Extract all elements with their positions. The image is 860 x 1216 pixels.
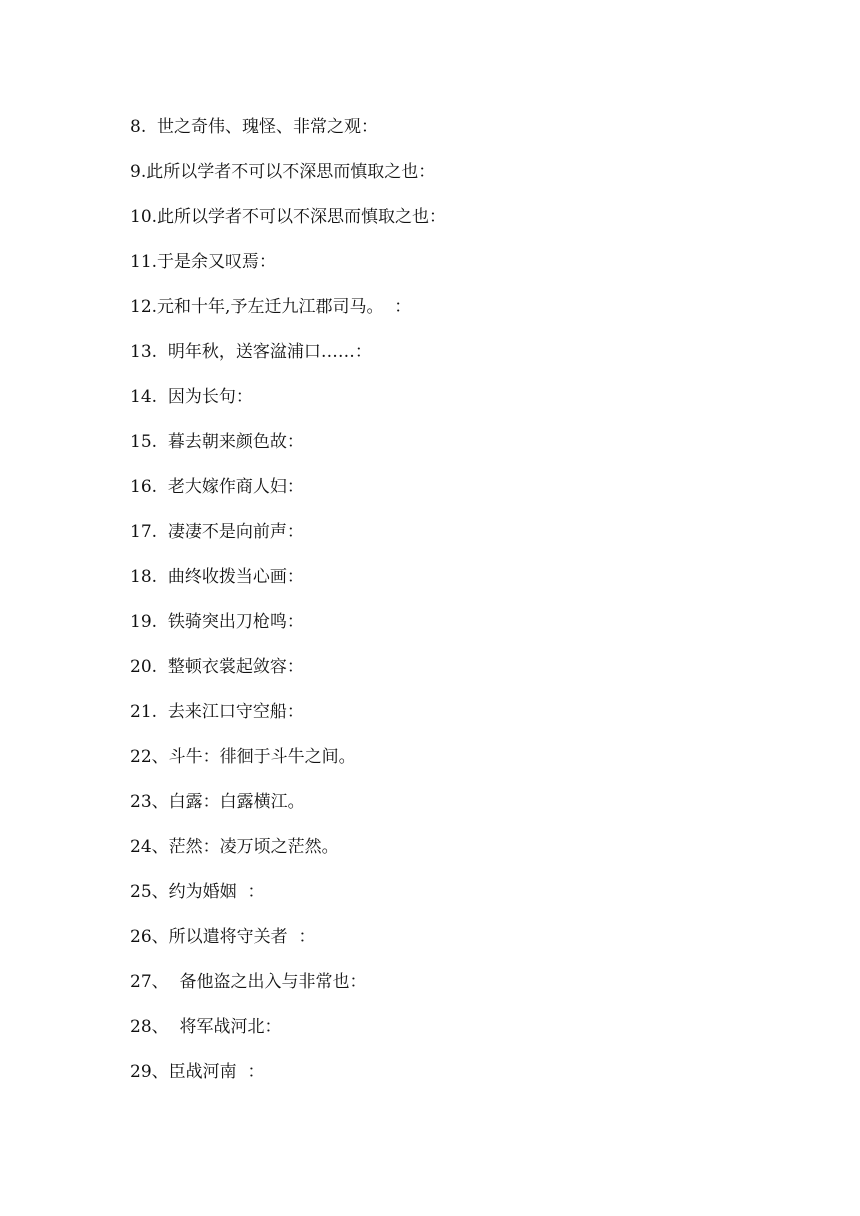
text-line: 8. 世之奇伟、瑰怪、非常之观： — [130, 117, 379, 137]
text-line: 23、白露：白露横江。 — [130, 792, 305, 812]
text-line: 12.元和十年,予左迁九江郡司马。 ： — [130, 297, 412, 317]
text-lines — [130, 113, 830, 1103]
text-line: 15. 暮去朝来颜色故： — [130, 432, 304, 452]
text-line: 21. 去来江口守空船： — [130, 702, 304, 722]
text-line: 29、臣战河南 ： — [130, 1062, 265, 1082]
text-line: 17. 凄凄不是向前声： — [130, 522, 304, 542]
text-line: 13. 明年秋，送客湓浦口……： — [130, 342, 372, 362]
text-line: 24、茫然：凌万顷之茫然。 — [130, 837, 339, 857]
text-line: 16. 老大嫁作商人妇： — [130, 477, 304, 497]
text-line: 25、约为婚姻 ： — [130, 882, 265, 902]
text-line: 14. 因为长句： — [130, 387, 253, 407]
text-line: 11.于是余又叹焉： — [130, 252, 277, 272]
text-line: 27、 备他盗之出入与非常也： — [130, 972, 367, 992]
text-line: 19. 铁骑突出刀枪鸣： — [130, 612, 304, 632]
text-line: 28、 将军战河北： — [130, 1017, 282, 1037]
text-line: 20. 整顿衣裳起敛容： — [130, 657, 304, 677]
text-line: 10.此所以学者不可以不深思而慎取之也： — [130, 207, 447, 227]
text-line: 26、所以遣将守关者 ： — [130, 927, 316, 947]
text-line: 9.此所以学者不可以不深思而慎取之也： — [130, 162, 436, 182]
text-line: 18. 曲终收拨当心画： — [130, 567, 304, 587]
text-line: 22、斗牛：徘徊于斗牛之间。 — [130, 747, 356, 767]
